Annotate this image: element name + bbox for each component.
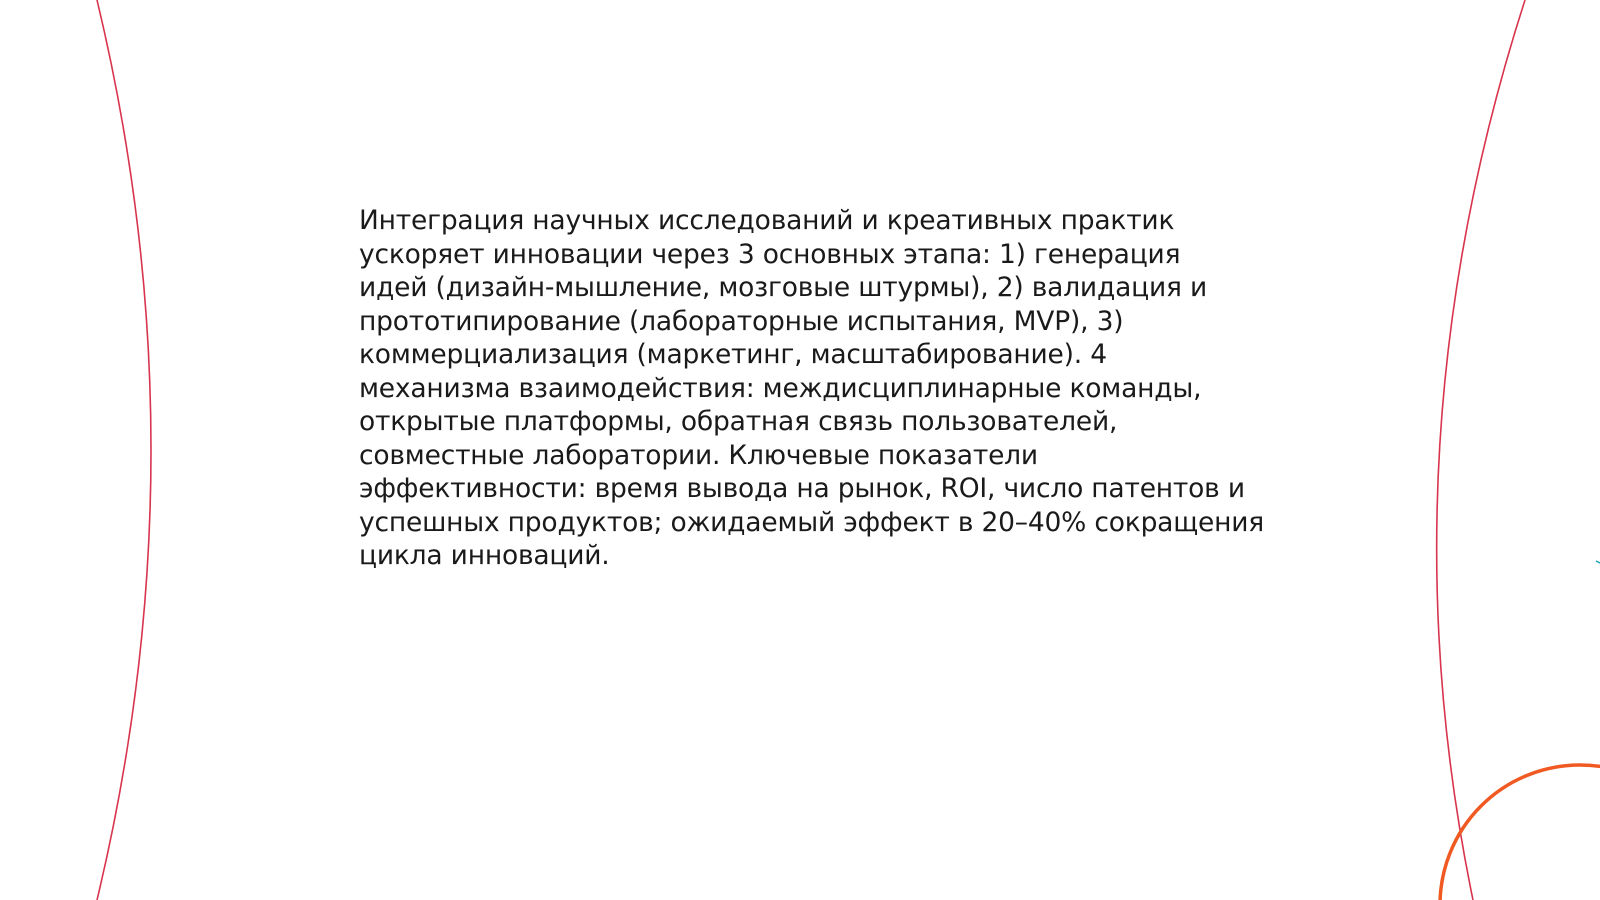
body-line: совместные лаборатории. Ключевые показатели <box>359 439 1038 471</box>
body-line: прототипирование (лабораторные испытания, MVP), 3) <box>359 305 1124 337</box>
body-line: идей (дизайн-мышление, мозговые штурмы), 2) валидация и <box>359 272 1207 303</box>
orange-circle-decoration <box>1440 765 1600 900</box>
body-line: успешных продуктов; ожидаемый эффект в 20–40% сокращения <box>359 506 1264 538</box>
body-line: ускоряет инновации через 3 основных этапа: 1) генерация <box>359 238 1181 270</box>
slide-body-text <box>359 204 1264 573</box>
right-arc-decoration <box>1437 0 1525 900</box>
body-line: механизма взаимодействия: междисциплинарные команды, <box>359 372 1202 404</box>
body-line: цикла инноваций. <box>359 540 610 571</box>
teal-mark-decoration <box>1596 561 1600 563</box>
body-line: Интеграция научных исследований и креативных практик <box>359 205 1175 236</box>
left-arc-decoration <box>97 0 151 900</box>
body-line: эффективности: время вывода на рынок, ROI, число патентов и <box>359 473 1245 504</box>
body-line: открытые платформы, обратная связь пользователей, <box>359 406 1118 437</box>
body-line: коммерциализация (маркетинг, масштабирование). 4 <box>359 339 1107 370</box>
